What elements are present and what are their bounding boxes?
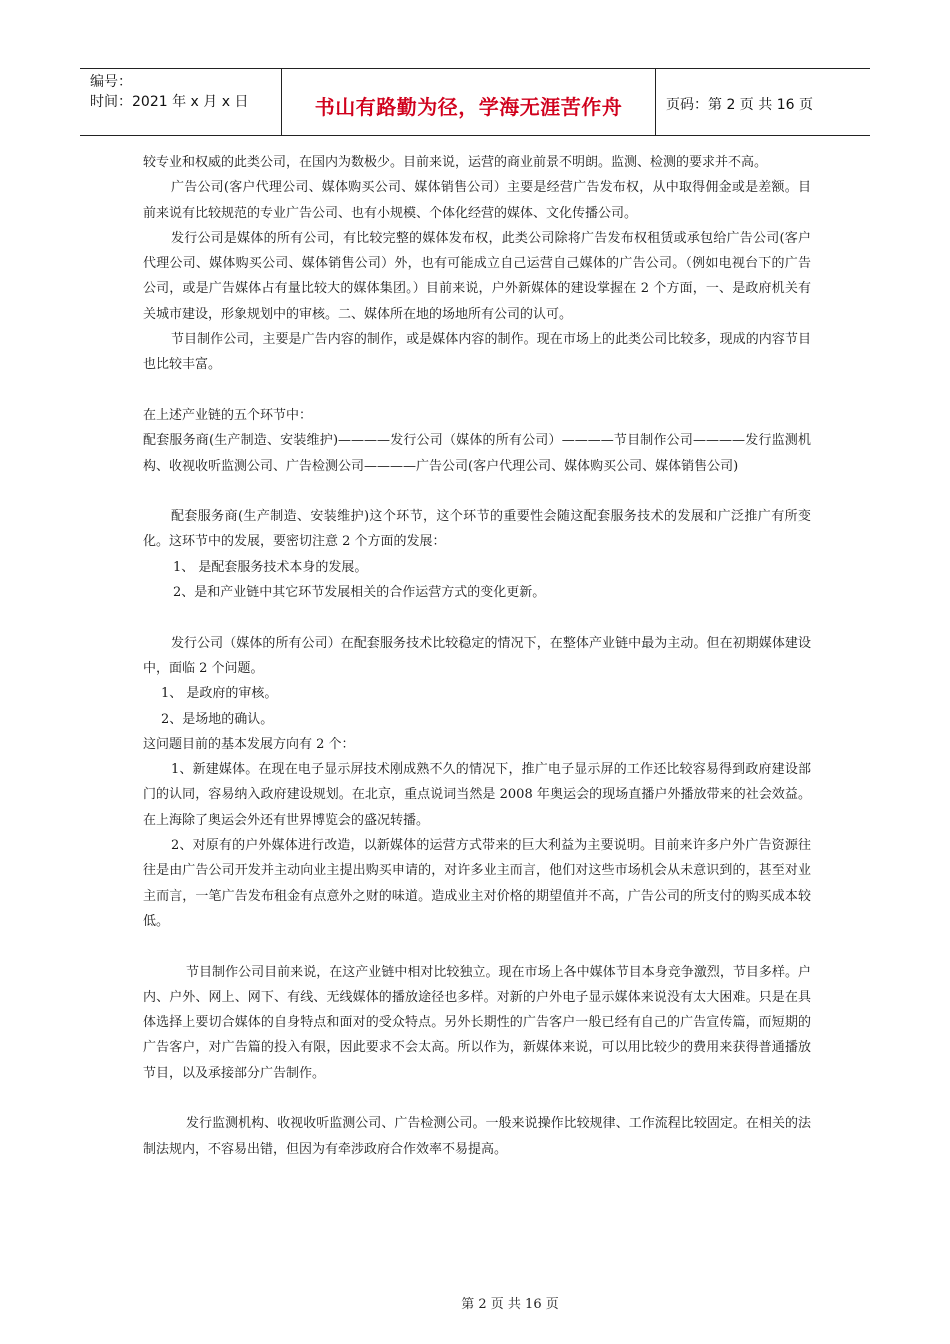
paragraph: 较专业和权威的此类公司，在国内为数极少。目前来说，运营的商业前景不明朗。监测、检测的要求并不高。 — [143, 155, 768, 170]
paragraph: 配套服务商(生产制造、安装维护)这个环节，这个环节的重要性会随这配套服务技术的发展和广泛推广有所变化。这环节中的发展，要密切注意 2 个方面的发展： — [143, 509, 811, 550]
page-footer — [0, 1293, 950, 1312]
document-body — [143, 150, 811, 1162]
paragraph: 发行公司是媒体的所有公司，有比较完整的媒体发布权，此类公司除将广告发布权租赁或承包给广告公司(客户代理公司、媒体购买公司、媒体销售公司）外，也有可能成立自己运营自己媒体的广告公司。（例如电视台下的广告公司，或是广告媒体占有量比较大的媒体集团。）目前来说，户外新媒体的建设掌握在 2 个方面，一、是政府机关有关城市建设，形象规划中的审核。二、媒体所在地的场地所有公司的认可。 — [143, 230, 811, 322]
header-page-info: 页码：第 2 页 共 16 页 — [666, 97, 813, 113]
footer-page-number: 第 2 页 共 16 页 — [461, 1297, 559, 1312]
list-item: 2、是和产业链中其它环节发展相关的合作运营方式的变化更新。 — [173, 585, 546, 601]
spacer — [143, 605, 811, 630]
paragraph: 节目制作公司目前来说，在这产业链中相对比较独立。现在市场上各中媒体节目本身竞争激烈，节目多样。户内、户外、网上、网下、有线、无线媒体的播放途径也多样。对新的户外电子显示媒体来说没有太大困难。只是在具体选择上要切合媒体的自身特点和面对的受众特点。另外长期性的广告客户一般已经有自己的广告宣传篇，而短期的广告客户，对广告篇的投入有限，因此要求不会太高。所以作为，新媒体来说，可以用比较少的费用来获得普通播放节目，以及承接部分广告制作。 — [143, 964, 811, 1081]
spacer — [143, 479, 811, 504]
list-item: 2、是场地的确认。 — [161, 711, 274, 727]
paragraph: 在上述产业链的五个环节中： — [143, 407, 313, 423]
paragraph: 配套服务商(生产制造、安装维护)————发行公司（媒体的所有公司）————节目制作公司————发行监测机构、收视收听监测公司、广告检测公司————广告公司(客户代理公司、媒体购买公司、媒体销售公司) — [143, 433, 811, 474]
spacer — [143, 1086, 811, 1111]
paragraph: 这问题目前的基本发展方向有 2 个： — [143, 736, 355, 752]
paragraph: 发行监测机构、收视收听监测公司、广告检测公司。一般来说操作比较规律、工作流程比较固定。在相关的法制法规内，不容易出错，但因为有牵涉政府合作效率不易提高。 — [143, 1116, 811, 1157]
page-header — [80, 68, 870, 136]
spacer — [143, 934, 811, 959]
header-meta — [80, 69, 282, 135]
document-number: 编号： — [90, 74, 132, 90]
list-item: 1、 是配套服务技术本身的发展。 — [173, 559, 368, 575]
paragraph: 2、对原有的户外媒体进行改造，以新媒体的运营方式带来的巨大利益为主要说明。目前来许多户外广告资源往往是由广告公司开发并主动向业主提出购买申请的，对许多业主而言，他们对这些市场机会从未意识到的，甚至对业主而言，一笔广告发布租金有点意外之财的味道。造成业主对价格的期望值并不高，广告公司的所支付的购买成本较低。 — [143, 838, 811, 929]
paragraph: 广告公司(客户代理公司、媒体购买公司、媒体销售公司）主要是经营广告发布权，从中取得佣金或是差额。目前来说有比较规范的专业广告公司、也有小规模、个体化经营的媒体、文化传播公司。 — [143, 180, 811, 221]
spacer — [143, 378, 811, 403]
paragraph: 1、新建媒体。在现在电子显示屏技术刚成熟不久的情况下，推广电子显示屏的工作还比较容易得到政府建设部门的认同，容易纳入政府建设规划。在北京，重点说词当然是 2008 年奥运会的现场直播户外播放带来的社会效益。在上海除了奥运会外还有世界博览会的盛况转播。 — [143, 762, 811, 828]
header-motto: 书山有路勤为径，学海无涯苦作舟 — [282, 69, 656, 135]
paragraph: 发行公司（媒体的所有公司）在配套服务技术比较稳定的情况下，在整体产业链中最为主动。但在初期媒体建设中，面临 2 个问题。 — [143, 635, 811, 676]
list-item: 1、 是政府的审核。 — [161, 686, 278, 702]
document-date: 时间：2021 年 x 月 x 日 — [90, 94, 249, 110]
paragraph: 节目制作公司，主要是广告内容的制作，或是媒体内容的制作。现在市场上的此类公司比较多，现成的内容节目也比较丰富。 — [143, 332, 811, 373]
